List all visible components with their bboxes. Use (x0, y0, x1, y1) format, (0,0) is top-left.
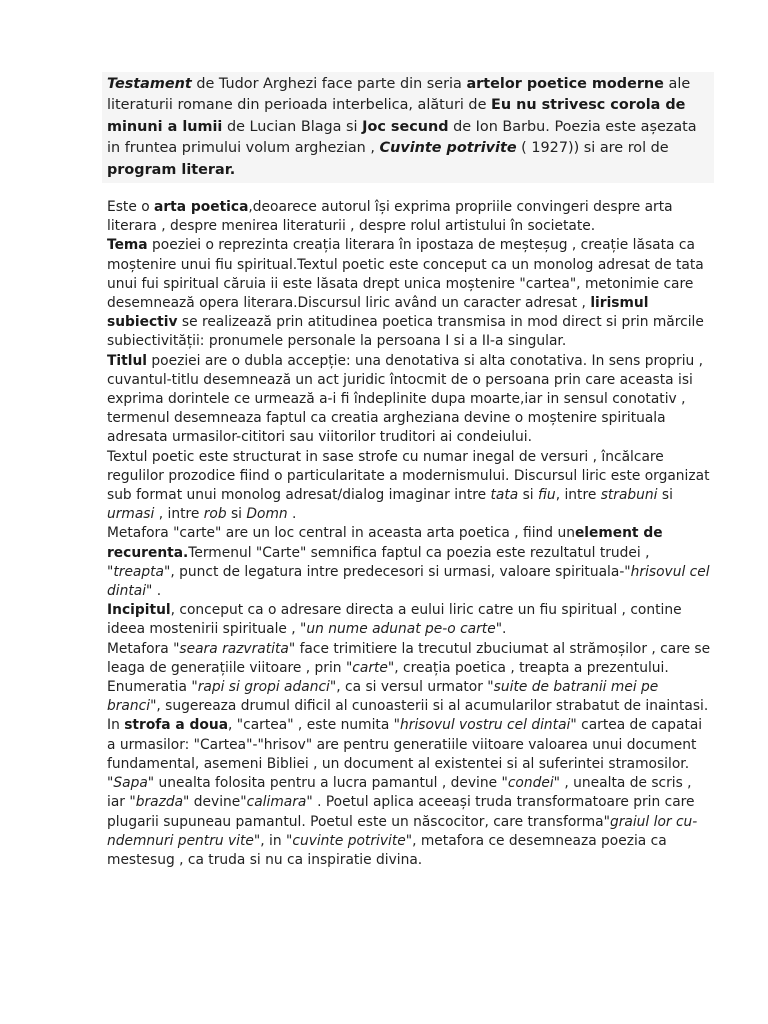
quote: calimara (246, 794, 307, 811)
text: " face trimitiere la trecutul zbuciumat al strămoșilor , care se leaga de generațiile viitoare , prin " (107, 640, 711, 676)
text: Metafora " (107, 640, 180, 657)
intro-text: de Tudor Arghezi face parte din seria (191, 76, 467, 92)
quote: hrisovul cel dintai (107, 563, 710, 600)
text: " . Poetul aplica aceeași truda transformatoare prin care plugarii supuneau pamantul. Poetul este un născocitor, care transforma" (107, 794, 695, 830)
intro-text: ( 1927)) si are rol de (516, 140, 669, 157)
text: ", sugereaza drumul dificil al cunoasterii si al acumularilor strabatut de inaintasi. (150, 698, 709, 715)
text: si (657, 487, 673, 504)
essay-body (107, 198, 712, 870)
paragraph-metafora-carte (107, 524, 712, 601)
quote: carte (352, 659, 388, 676)
text: Termenul "Carte" semnifica faptul ca poezia este rezultatul trudei , " (107, 544, 650, 580)
text: si (226, 506, 247, 523)
text: ", in " (253, 832, 293, 849)
quote: fiu (538, 487, 556, 504)
intro-keyword: artelor poetice moderne (466, 76, 664, 92)
quote: hrisovul vostru cel dintai (400, 717, 571, 734)
keyword: strofa a doua (124, 717, 229, 734)
text: si (518, 487, 539, 504)
keyword: Titlul (107, 352, 148, 369)
intro-work-title: Joc secund (362, 118, 449, 135)
text: " devine" (183, 794, 247, 811)
quote: Domn (246, 506, 288, 523)
text: ", creația poetica , treapta a prezentului. Enumeratia " (107, 659, 669, 696)
intro-paragraph (102, 72, 714, 183)
intro-text: de Ion Barbu. Poezia este așezata in fruntea primului volum arghezian , (107, 118, 697, 157)
text: " , unealta de scris , iar " (107, 775, 692, 811)
quote: urmasi (107, 506, 155, 523)
quote: tata (490, 487, 519, 504)
quote: treapta (113, 563, 165, 580)
quote: graiul lor cu-ndemnuri pentru vite (107, 813, 698, 849)
paragraph-structura (107, 448, 712, 525)
intro-keyword: program literar. (107, 161, 236, 178)
keyword: Tema (107, 237, 148, 254)
quote: condei (507, 775, 554, 792)
quote: rapi si gropi adanci (197, 679, 330, 696)
quote: cuvinte potrivite (292, 832, 406, 849)
text: Este o (107, 199, 155, 215)
text: ", punct de legatura intre predecesori si urmasi, valoare spirituala-" (164, 563, 631, 580)
keyword: Incipitul (107, 602, 171, 619)
text: Textul poetic este structurat in sase strofe cu numar inegal de versuri , încălcare regulilor prozodice fiind o particularitate a modernismului. Discursul liric este organizat sub format unui monolog adresat/dialog imaginar intre (107, 448, 710, 504)
keyword: lirismul subiectiv (107, 295, 649, 331)
text: Metafora "carte" are un loc central in aceasta arta poetica , fiind un (107, 525, 575, 542)
paragraph-seara-razvratita (107, 640, 712, 717)
text: " cartea de capatai a urmasilor: "Cartea"-"hrisov" are pentru generatiile viitoare valoarea unui document fundamental, asemeni Bibliei , un document al existentei si al suferintei stramosilor. " (107, 717, 703, 792)
quote: Sapa (113, 775, 148, 792)
text: poeziei o reprezinta creația literara în ipostaza de meșteșug , creație lăsata ca moștenire unui fiu spiritual.Textul poetic este conceput ca un monolog adresat de tata unui fui spiritual căruia ii este lăsata drept unica moștenire "cartea", metonimie care desemnează opera literara.Discursul liric având un caracter adresat , (107, 237, 704, 312)
text: " . (146, 583, 162, 600)
text: ", ca si versul urmator " (329, 679, 494, 696)
intro-volume-title: Cuvinte potrivite (379, 140, 517, 157)
text: , conceput ca o adresare directa a eului liric catre un fiu spiritual , contine ideea mostenirii spirituale , " (107, 602, 682, 638)
text: , "cartea" , este numita " (228, 717, 401, 734)
quote: rob (203, 506, 227, 523)
paragraph-incipitul (107, 601, 712, 639)
paragraph-tema (107, 236, 712, 351)
text: In (107, 717, 125, 734)
intro-text: de Lucian Blaga si (222, 118, 363, 135)
text: , intre (555, 487, 601, 504)
quote: strabuni (600, 487, 658, 504)
text: ,deoarece autorul își exprima propriile convingeri despre arta literara , despre menirea literaturii , despre rolul artistului în societate. (107, 199, 673, 235)
quote: un nume adunat pe-o carte (306, 621, 496, 638)
paragraph-arta-poetica (107, 198, 712, 236)
text: ", metafora ce desemneaza poezia ca mestesug , ca truda si nu ca inspiratie divina. (107, 832, 667, 868)
paragraph-strofa-a-doua (107, 716, 712, 870)
text: . (287, 506, 297, 523)
intro-work-title: Eu nu strivesc corola de minuni a lumii (107, 97, 686, 135)
keyword: element de recurenta. (107, 525, 663, 561)
intro-title: Testament (107, 76, 192, 92)
text: " unealta folosita pentru a lucra pamantul , devine " (147, 775, 508, 792)
text: , intre (154, 506, 204, 523)
quote: suite de batranii mei pe branci (107, 679, 659, 715)
text: poeziei are o dubla accepție: una denotativa si alta conotativa. In sens propriu , cuvantul-titlu desemnează un act juridic întocmit de o persoana prin care aceasta isi exprima dorintele ce urmează a-i fi îndeplinite dupa moarte,iar in sensul conotativ , termenul desemneaza faptul ca creatia argheziana devine o moștenire spirituala adresata urmasilor-cititori sau viitorilor truditori ai condeiului. (107, 352, 704, 446)
intro-text: ale literaturii romane din perioada interbelica, alături de (107, 76, 691, 114)
keyword: arta poetica (154, 199, 249, 215)
quote: seara razvratita (179, 640, 289, 657)
quote: brazda (135, 794, 184, 811)
text: se realizează prin atitudinea poetica transmisa in mod direct si prin mărcile subiectivității: pronumele personale la persoana I si a II-a singular. (107, 314, 704, 350)
paragraph-titlul (107, 352, 712, 448)
text: ". (495, 621, 507, 638)
